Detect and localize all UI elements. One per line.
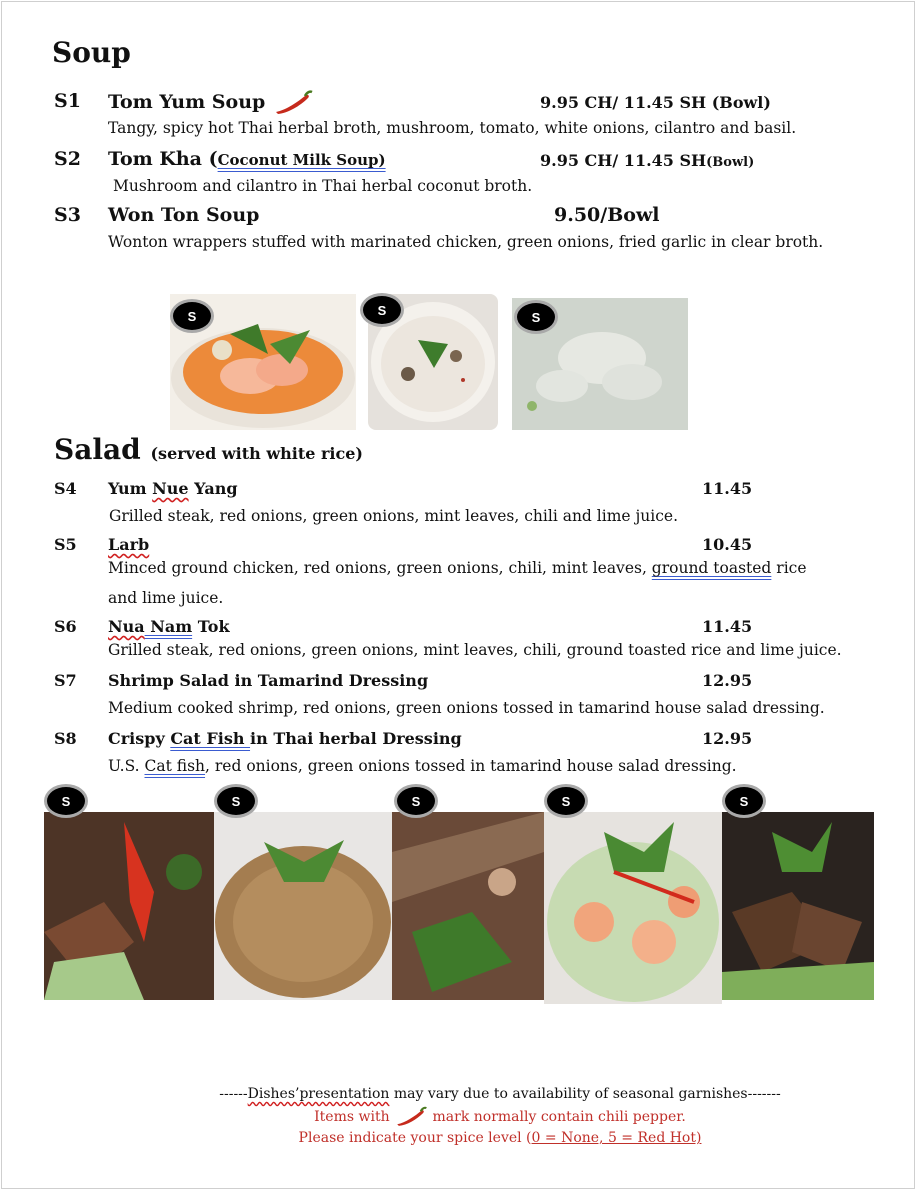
footer-note [42,1086,916,1102]
item-name-part: Yum [108,479,153,498]
footer-part: ------ [219,1086,248,1102]
item-name-paren: Coconut Milk Soup) [217,151,386,169]
salad-note: (served with white rice) [150,444,363,463]
badge-s: S [514,300,558,334]
item-name-part: in Thai herbal Dressing [250,729,462,748]
item-code-s4: S4 [54,479,77,498]
item-desc-s7: Medium cooked shrimp, red onions, green onions tossed in tamarind house salad dressing. [108,699,825,717]
item-code-s2: S2 [54,148,81,170]
soup-heading: Soup [52,36,131,69]
larb-photo [214,812,392,1000]
badge-s: S [722,784,766,818]
footer-part: Dishes’presentation [247,1086,390,1102]
item-desc-s5 [108,559,807,577]
item-name-s1 [108,90,314,116]
item-name-part: Cat Fish [170,729,251,748]
chili-pepper-icon [272,90,314,116]
badge-s: S [170,299,214,333]
item-code-s6: S6 [54,617,77,636]
item-desc-part: U.S. [108,757,145,775]
footer-part: mark normally contain chili pepper. [432,1109,686,1125]
item-desc-part: Cat fish [144,757,206,775]
badge-s: S [360,293,404,327]
salad-heading [54,433,363,466]
yum-nue-yang-photo [44,812,214,1000]
badge-s: S [394,784,438,818]
item-desc-part: ground toasted [651,559,772,577]
item-name-part: Nue [152,479,189,498]
item-name-part: Crispy [108,729,171,748]
item-price-s3: 9.50/Bowl [554,204,660,226]
item-price-s1: 9.95 CH/ 11.45 SH (Bowl) [540,93,771,112]
item-name-s4 [108,479,238,498]
badge-s: S [44,784,88,818]
footer-part: Please indicate your spice level ( [298,1130,532,1146]
crispy-cat-fish-photo [722,812,874,1000]
item-desc-s2: Mushroom and cilantro in Thai herbal coconut broth. [113,177,533,195]
footer-spice-note [42,1130,916,1146]
item-code-s1: S1 [54,90,81,112]
item-desc-s1: Tangy, spicy hot Thai herbal broth, mushroom, tomato, white onions, cilantro and basil. [108,119,797,137]
item-desc-s4: Grilled steak, red onions, green onions, mint leaves, chili and lime juice. [109,507,679,525]
item-desc-part: , red onions, green onions tossed in tamarind house salad dressing. [205,757,737,775]
chili-pepper-icon [394,1106,428,1128]
item-desc-part: rice [771,559,807,577]
item-name-part: Nua [108,617,145,636]
item-price-s4: 11.45 [702,479,753,498]
item-code-s7: S7 [54,671,77,690]
footer-chili-note [42,1106,916,1128]
item-price-s7: 12.95 [702,671,753,690]
shrimp-salad-photo [544,812,722,1004]
item-price-s2 [540,151,754,170]
item-price-s5: 10.45 [702,535,753,554]
item-desc-s6: Grilled steak, red onions, green onions, mint leaves, chili, ground toasted rice and lime juice. [108,641,842,659]
item-desc-s8 [108,757,737,775]
footer-part: may vary due to availability of seasonal garnishes------- [389,1086,781,1102]
item-price-s8: 12.95 [702,729,753,748]
item-name-text: Tom Kha ( [108,148,218,170]
item-desc-s5-line2: and lime juice. [108,589,224,607]
item-desc-s3: Wonton wrappers stuffed with marinated chicken, green onions, fried garlic in clear broth. [108,233,824,251]
footer-part: Items with [314,1109,390,1125]
badge-s: S [214,784,258,818]
item-name-part: Yang [188,479,238,498]
item-code-s5: S5 [54,535,77,554]
item-name-part: Tok [192,617,230,636]
item-code-s3: S3 [54,204,81,226]
item-name-part: Nam [144,617,193,636]
item-desc-part: Minced ground chicken, red onions, green onions, chili, mint leaves, [108,559,652,577]
item-price-text: 9.95 CH/ 11.45 SH [540,151,707,170]
item-price-unit: (Bowl) [706,155,755,170]
item-price-s6: 11.45 [702,617,753,636]
item-name-s3: Won Ton Soup [108,204,260,226]
badge-s: S [544,784,588,818]
footer-part: 0 = None, 5 = Red Hot) [531,1130,702,1146]
nua-nam-tok-photo [392,812,544,1000]
item-code-s8: S8 [54,729,77,748]
item-name-s7: Shrimp Salad in Tamarind Dressing [108,671,429,690]
item-name-s2 [108,148,386,170]
item-name-s6 [108,617,230,636]
item-name-s8 [108,729,462,748]
salad-title: Salad [54,433,141,466]
item-name-text: Tom Yum Soup [108,91,266,113]
item-name-s5: Larb [108,535,150,554]
